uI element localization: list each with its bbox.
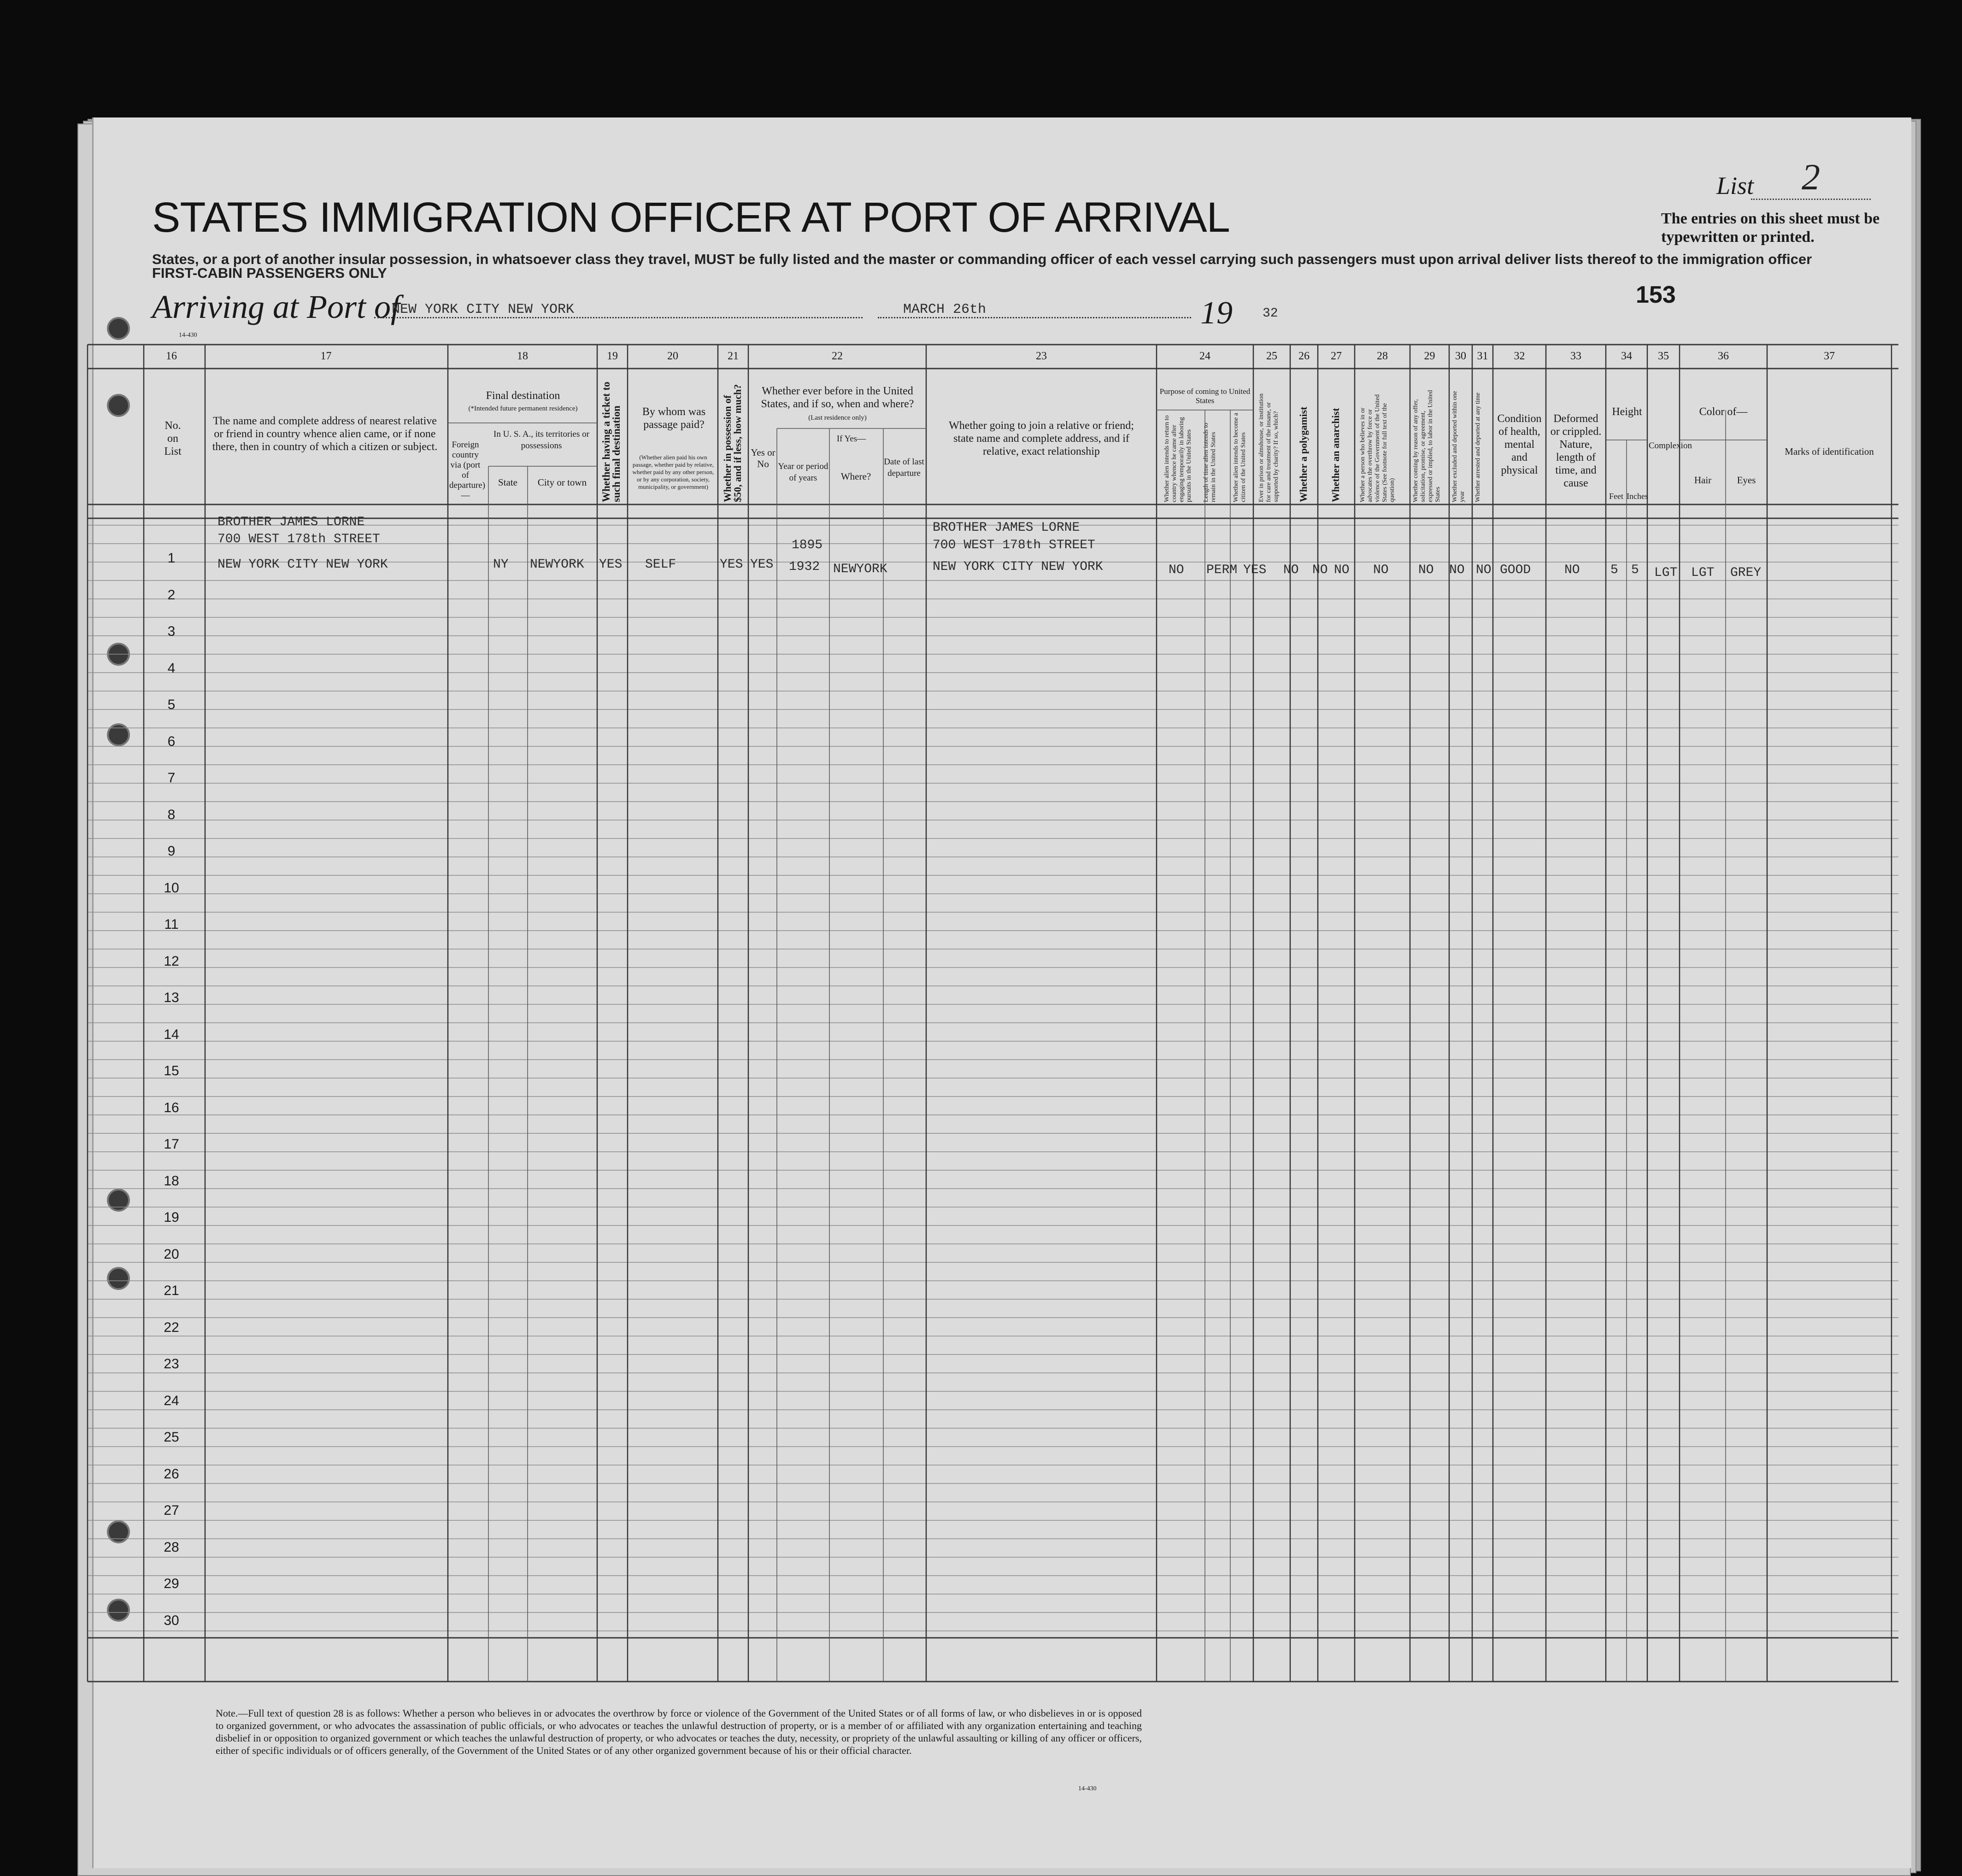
header-deformed: Deformed or crippled. Nature, length of time, and cause [1550, 413, 1602, 489]
header-complexion: Complexion [1649, 441, 1692, 451]
header-passage-note: (Whether alien paid his own passage, whether paid by relative, whether paid by any other person, or by any corporation, society, municipality, or government) [632, 454, 714, 490]
header-last-departure: Date of last departure [884, 457, 924, 478]
header-prison: Ever in prison or almshouse, or institution for care and treatment of the insane, or supported by charity? If so, which? [1258, 393, 1280, 502]
entry-prison: NO [1283, 563, 1299, 577]
list-number: 2 [1751, 157, 1871, 200]
col-number: 21 [728, 350, 739, 362]
entry-join-line1: BROTHER JAMES LORNE [933, 521, 1080, 535]
col-number: 37 [1824, 350, 1835, 362]
col-number: 22 [832, 350, 843, 362]
header-eyes: Eyes [1737, 475, 1756, 486]
row-number: 4 [167, 660, 176, 676]
col-number: 27 [1331, 350, 1342, 362]
entry-deformed: NO [1564, 563, 1580, 577]
col-number: 16 [166, 350, 177, 362]
row-number: 28 [164, 1539, 179, 1555]
header-length: Length of time alien intends to remain in the United States [1203, 422, 1217, 502]
col-number: 36 [1718, 350, 1729, 362]
row-number: 22 [164, 1319, 179, 1335]
header-where: Where? [840, 471, 871, 482]
col-number: 35 [1658, 350, 1669, 362]
col-number: 25 [1266, 350, 1277, 362]
date-value: MARCH 26th [903, 302, 987, 317]
row-number: 20 [164, 1246, 179, 1262]
col-number: 26 [1298, 350, 1310, 362]
col-number: 29 [1424, 350, 1435, 362]
col-number: 17 [320, 350, 332, 362]
header-height: Height [1612, 406, 1642, 418]
col-number: 30 [1455, 350, 1466, 362]
row-number: 8 [167, 807, 176, 822]
header-nearest-relative: The name and complete address of nearest relative or friend in country whence alien came, or if none there, then in country of which a citizen or subject. [212, 415, 438, 453]
header-final-destination: Final destination [486, 390, 560, 402]
entry-length: PERM [1206, 563, 1238, 577]
entry-join-line3: NEW YORK CITY NEW YORK [933, 560, 1103, 574]
row-number: 16 [164, 1100, 179, 1115]
entry-relative-line3: NEW YORK CITY NEW YORK [217, 557, 388, 572]
row-number: 6 [167, 733, 176, 749]
header-final-destination-note: (*Intended future permanent residence) [468, 405, 578, 412]
header-overthrow: Whether a person who believes in or advocates the overthrow by force or violence of the Government of the United States (See footnote for full text of the question) [1359, 394, 1396, 502]
entry-return: NO [1169, 563, 1184, 577]
entry-ticket: YES [599, 557, 623, 572]
header-in-usa: In U. S. A., its territories or possessions [493, 429, 589, 451]
footnote: Note.—Full text of question 28 is as follows: Whether a person who believes in or advocates the overthrow by force or violence of the Government of the United States or of all forms of law, or who disbelieves in or is opposed to organized government, or who advocates the assassination of public officials, or who advocates or teaches the unlawful destruction of property, or is a member of or affiliated with any organization entertaining and teaching disbelief in or opposition to organized government or which teaches the unlawful destruction of property, or who advocates or teaches the duty, necessity, or propriety of the unlawful assaulting or killing of any officer or officers, either of specific individuals or of officers generally, of the Government of the United States or of any other organized government because of his or their official character. [216, 1707, 1142, 1756]
entry-citizen: YES [1243, 563, 1267, 577]
entry-where: NEWYORK [833, 562, 887, 576]
arriving-label: Arriving at Port of [152, 288, 400, 325]
entry-paid-by: SELF [645, 557, 676, 572]
header-arrested: Whether arrested and deported at any time [1474, 393, 1481, 502]
row-number: 29 [164, 1576, 179, 1591]
header-purpose: Purpose of coming to United States [1159, 387, 1251, 405]
entry-before: YES [750, 557, 774, 572]
entry-join-line2: 700 WEST 178th STREET [933, 538, 1095, 552]
header-health: Condition of health, mental and physical [1497, 413, 1542, 476]
class-line: FIRST-CABIN PASSENGERS ONLY [152, 265, 387, 281]
port-value: NEW YORK CITY NEW YORK [392, 302, 575, 317]
row-number: 19 [164, 1210, 179, 1225]
entry-inches: 5 [1631, 563, 1639, 577]
header-no-on-list: No. on List [164, 420, 182, 457]
header-inches: Inches [1627, 492, 1648, 501]
header-yes-or-no: Yes or No [751, 447, 775, 469]
header-going-to-join: Whether going to join a relative or friend; state name and complete address, and if relative, exact relationship [949, 420, 1134, 457]
row-number: 3 [167, 624, 176, 639]
header-if-yes: If Yes— [836, 434, 866, 444]
entry-hair: LGT [1691, 566, 1715, 580]
row-number: 15 [164, 1063, 179, 1079]
header-feet: Feet [1609, 492, 1623, 501]
footnote-form-number: 14-430 [1078, 1785, 1097, 1792]
header-ticket: Whether having a ticket to such final destination [600, 381, 622, 502]
header-hair: Hair [1694, 475, 1712, 486]
page-number: 153 [1636, 281, 1676, 308]
form-title: STATES IMMIGRATION OFFICER AT PORT OF ARRIVAL [152, 194, 1230, 241]
entry-relative-line1: BROTHER JAMES LORNE [217, 515, 365, 529]
row-number: 23 [164, 1356, 179, 1372]
header-year: Year or period of years [778, 462, 828, 483]
col-number: 28 [1377, 350, 1388, 362]
entry-year2: 1932 [789, 560, 820, 574]
header-anarchist: Whether an anarchist [1330, 408, 1341, 502]
header-offer: Whether coming by reason of any offer, solicitation, promise, or agreement, expressed or implied, to labor in the United States [1412, 390, 1441, 502]
row-number: 30 [164, 1612, 179, 1628]
entry-city: NEWYORK [530, 557, 584, 572]
row-number: 24 [164, 1393, 179, 1408]
header-marks: Marks of identification [1785, 446, 1874, 457]
entry-relative-line2: 700 WEST 178th STREET [217, 532, 380, 546]
row-number: 1 [167, 551, 176, 566]
col-number: 31 [1477, 350, 1488, 362]
row-number: 7 [167, 770, 176, 786]
entry-eyes: GREY [1730, 566, 1762, 580]
entry-offer: NO [1418, 563, 1434, 577]
entry-health: GOOD [1500, 563, 1531, 577]
col-number: 18 [517, 350, 528, 362]
header-fifty-dollars: Whether in possession of $50, and if less, how much? [722, 384, 743, 502]
entry-complexion: LGT [1654, 566, 1678, 580]
row-number: 26 [164, 1466, 179, 1482]
header-passage-paid: By whom was passage paid? [642, 406, 706, 431]
entry-polygamist: NO [1312, 563, 1328, 577]
header-return: Whether alien intends to return to country whence he came after engaging temporarily in laboring pursuits in the United States [1163, 415, 1192, 502]
entry-overthrow: NO [1373, 563, 1389, 577]
col-number: 24 [1199, 350, 1210, 362]
row-number: 11 [164, 917, 179, 932]
col-number: 19 [607, 350, 618, 362]
header-polygamist: Whether a polygamist [1298, 406, 1309, 502]
row-number: 13 [164, 990, 179, 1005]
entry-arrested: NO [1476, 563, 1492, 577]
row-number: 27 [164, 1503, 179, 1518]
col-number: 33 [1570, 350, 1581, 362]
header-last-residence: (Last residence only) [808, 414, 867, 422]
row-number: 21 [164, 1283, 179, 1298]
header-foreign-country: Foreign country via (port of departure)— [449, 440, 486, 500]
year-prefix: 19 [1200, 295, 1233, 331]
entry-state: NY [493, 557, 509, 572]
entry-anarchist: NO [1334, 563, 1350, 577]
row-number: 10 [164, 880, 179, 896]
col-number: 23 [1036, 350, 1047, 362]
entry-excluded: NO [1449, 563, 1465, 577]
entry-feet: 5 [1610, 563, 1618, 577]
header-ever-before: Whether ever before in the United States, and if so, when and where? [761, 385, 914, 410]
form-subtitle: States, or a port of another insular possession, in whatsoever class they travel, MUST be fully listed and the master or commanding officer of each vessel carrying such passengers must upon arrival deliver lists thereof to the immigration officer [152, 251, 1812, 267]
row-number: 18 [164, 1173, 179, 1189]
col-number: 20 [667, 350, 678, 362]
row-number: 25 [164, 1430, 179, 1445]
entry-fifty: YES [720, 557, 743, 572]
row-number: 12 [164, 953, 179, 969]
header-state: State [498, 477, 517, 488]
form-number: 14-430 [179, 332, 197, 339]
typewritten-instruction: The entries on this sheet must be typewritten or printed. [1661, 210, 1880, 246]
list-label: List [1716, 172, 1754, 199]
header-excluded: Whether excluded and deported within one year [1451, 391, 1466, 502]
row-number: 14 [164, 1026, 179, 1042]
header-city: City or town [537, 477, 587, 488]
header-citizen: Whether alien intends to become a citizen of the United States [1233, 413, 1247, 502]
col-number: 34 [1621, 350, 1632, 362]
col-number: 32 [1514, 350, 1525, 362]
row-number: 17 [164, 1137, 179, 1152]
row-number: 9 [167, 844, 176, 859]
row-number: 5 [167, 697, 176, 712]
year-suffix: 32 [1263, 306, 1278, 321]
row-number: 2 [167, 587, 176, 603]
header-color-of: Color of— [1699, 406, 1748, 418]
entry-year1: 1895 [792, 538, 823, 552]
